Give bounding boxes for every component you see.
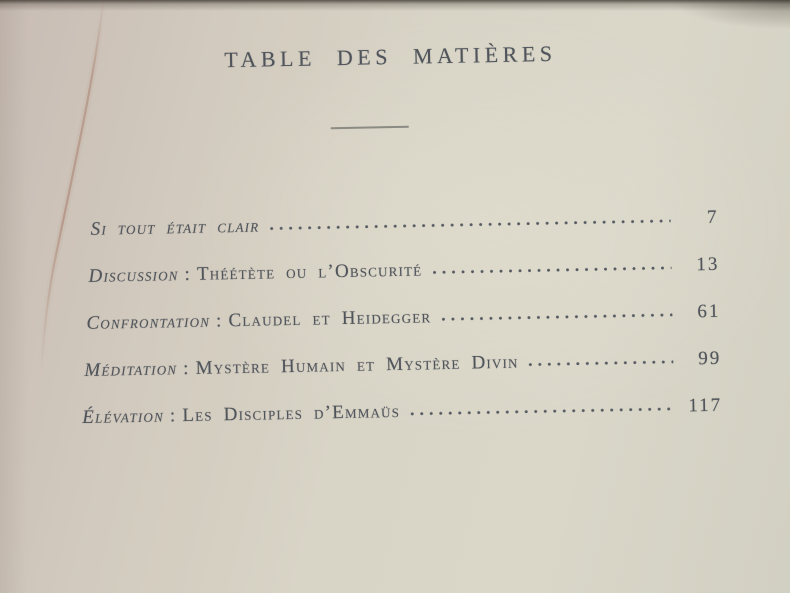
dot-leader	[527, 360, 674, 368]
toc-entry-heading: Élévation	[82, 405, 165, 429]
title-divider	[331, 126, 409, 129]
toc-entry-heading: Discussion	[88, 264, 179, 287]
toc-entry-page-number: 61	[697, 300, 721, 323]
dot-leader	[267, 219, 670, 232]
toc-entry-separator: :	[215, 310, 223, 332]
dot-leader	[439, 313, 672, 322]
toc-entry-separator: :	[169, 405, 177, 427]
toc-entry-heading: Méditation	[84, 358, 178, 381]
dot-leader	[430, 266, 671, 276]
toc-entry-heading: Confrontation	[86, 310, 211, 334]
page-title: TABLE DES MATIÈRES	[224, 40, 557, 73]
toc-entry-subtitle: Les Disciples d’Emmaüs	[182, 400, 401, 427]
toc-entry-page-number: 13	[696, 253, 720, 276]
dot-leader	[408, 407, 674, 417]
table-of-contents	[84, 194, 722, 441]
toc-entry-heading: Si tout était clair	[90, 215, 260, 240]
toc-entry-separator: :	[184, 263, 192, 286]
toc-entry-subtitle: Mystère Humain et Mystère Divin	[195, 351, 519, 379]
toc-entry-subtitle: Claudel et Heidegger	[228, 306, 432, 332]
toc-entry-subtitle: Théétète ou l’Obscurité	[196, 259, 423, 285]
toc-entry-page-number: 117	[688, 394, 723, 417]
toc-entry-separator: :	[182, 357, 190, 380]
toc-entry-page-number: 99	[698, 347, 722, 370]
toc-entry-page-number: 7	[706, 206, 719, 228]
